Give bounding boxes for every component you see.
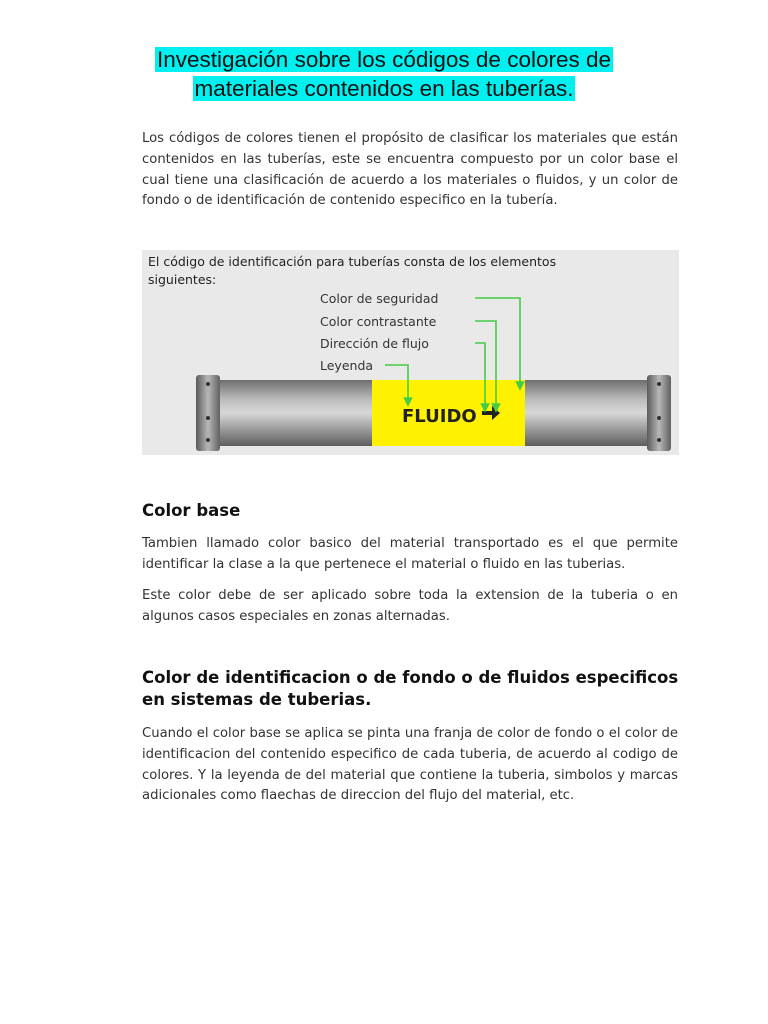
color-base-paragraph-2: Este color debe de ser aplicado sobre toda la extension de la tuberia o en algunos casos especiales en zonas alternadas. bbox=[142, 588, 678, 624]
label-direccion-flujo: Dirección de flujo bbox=[320, 336, 429, 351]
heading-color-base: Color base bbox=[142, 501, 241, 520]
heading-color-identificacion: Color de identificacion o de fondo o de fluidos especificos en sistemas de tuberias. bbox=[142, 668, 679, 709]
band-text: FLUIDO bbox=[402, 406, 477, 427]
pipe-code-figure bbox=[142, 250, 679, 455]
title-line-1: Investigación sobre los códigos de colores de bbox=[156, 47, 612, 72]
color-base-paragraph-1: Tambien llamado color basico del material transportado es el que permite identificar la clase a la que pertenece el material o fluido en las tuberias. bbox=[142, 536, 678, 572]
title-line-2: materiales contenidos en las tuberías. bbox=[194, 76, 574, 101]
page-title bbox=[0, 45, 768, 103]
label-color-seguridad: Color de seguridad bbox=[320, 291, 439, 306]
intro-paragraph: Los códigos de colores tienen el propósito de clasificar los materiales que están contenidos en las tuberías, este se encuentra compuesto por un color base el cual tiene una clasificación de acuerdo a los materiales o fluidos, y un color de fondo o de identificación de contenido especifico en la tubería. bbox=[142, 131, 678, 209]
figure-header-line-2: siguientes: bbox=[148, 272, 217, 287]
label-color-contrastante: Color contrastante bbox=[320, 314, 437, 329]
label-leyenda: Leyenda bbox=[320, 358, 374, 373]
color-identificacion-paragraph: Cuando el color base se aplica se pinta una franja de color de fondo o el color de identificacion del contenido especifico de cada tuberia, de acuerdo al codigo de colores. Y la leyenda de del material que contiene la tuberia, simbolos y marcas adicionales como flaechas de direccion del flujo del material, etc. bbox=[142, 726, 678, 804]
figure-header-line-1: El código de identificación para tuberías consta de los elementos bbox=[148, 254, 557, 269]
